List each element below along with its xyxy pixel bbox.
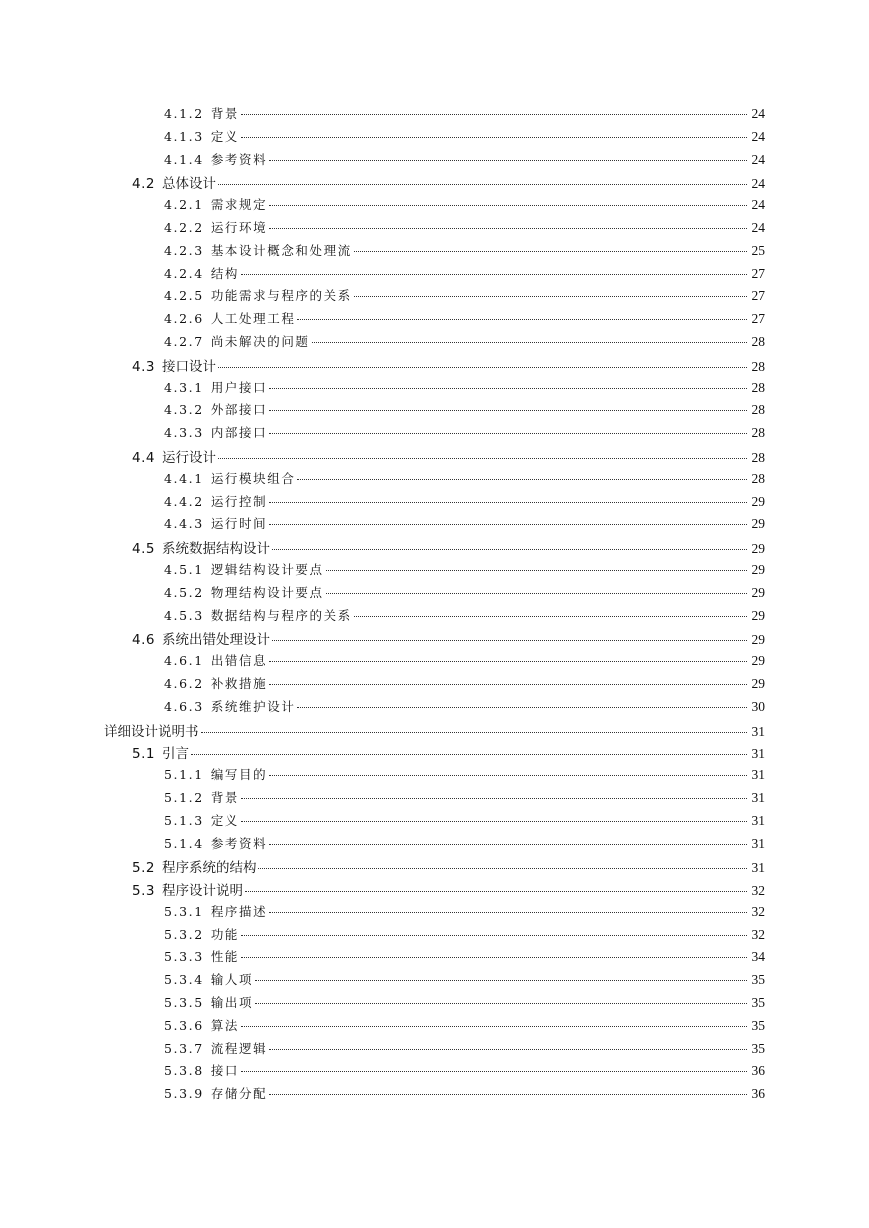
- toc-entry-number: 5.3.5: [164, 995, 204, 1011]
- toc-entry-number: 5.3.6: [164, 1017, 204, 1033]
- toc-entry-title: 定义: [210, 128, 240, 144]
- toc-entry-page-number: 28: [751, 470, 765, 486]
- toc-entry[interactable]: [104, 492, 765, 515]
- dot-leader: [272, 549, 747, 550]
- dot-leader: [241, 957, 747, 958]
- toc-entry-title: 存储分配: [210, 1086, 268, 1102]
- dot-leader: [326, 570, 747, 571]
- toc-entry-number: 4.2.2: [164, 219, 204, 235]
- toc-entry-title: 外部接口: [210, 402, 268, 418]
- toc-entry-page-number: 24: [751, 197, 765, 213]
- toc-entry[interactable]: [104, 902, 765, 925]
- toc-entry-number: 5.3.8: [164, 1063, 204, 1079]
- toc-entry[interactable]: [104, 514, 765, 537]
- toc-entry-page-number: 29: [751, 584, 765, 600]
- dot-leader: [269, 433, 747, 434]
- toc-entry-title: 详细设计说明书: [104, 723, 199, 740]
- toc-entry-title: 参考资料: [210, 835, 268, 851]
- toc-entry[interactable]: [104, 264, 765, 287]
- toc-entry-page-number: 34: [751, 949, 765, 965]
- toc-entry-title: 运行模块组合: [210, 470, 296, 486]
- toc-entry[interactable]: [104, 651, 765, 674]
- toc-entry-number: 4.3.3: [164, 425, 204, 441]
- dot-leader: [241, 274, 747, 275]
- dot-leader: [272, 640, 747, 641]
- toc-entry-page-number: 31: [751, 835, 765, 851]
- dot-leader: [297, 479, 747, 480]
- dot-leader: [297, 707, 747, 708]
- toc-entry[interactable]: [104, 674, 765, 697]
- toc-entry-number: 5.3.4: [164, 972, 204, 988]
- dot-leader: [269, 1094, 747, 1095]
- toc-entry-number: 5.3.3: [164, 949, 204, 965]
- toc-entry-page-number: 28: [751, 449, 765, 465]
- dot-leader: [269, 228, 747, 229]
- toc-entry[interactable]: [104, 423, 765, 446]
- toc-entry-page-number: 31: [751, 746, 765, 762]
- toc-entry-page-number: 24: [751, 219, 765, 235]
- toc-entry-title: 程序设计说明: [161, 883, 243, 900]
- toc-entry-number: 4.2.4: [164, 265, 204, 281]
- dot-leader: [245, 891, 747, 892]
- dot-leader: [269, 388, 747, 389]
- toc-entry-number: 5.1.2: [164, 789, 204, 805]
- toc-entry-title: 逻辑结构设计要点: [210, 561, 324, 577]
- toc-entry-title: 功能: [210, 926, 240, 942]
- toc-entry[interactable]: [104, 560, 765, 583]
- dot-leader: [269, 205, 747, 206]
- toc-entry-title: 物理结构设计要点: [210, 584, 324, 600]
- toc-entry-title: 系统出错处理设计: [161, 632, 270, 649]
- dot-leader: [255, 980, 747, 981]
- toc-entry[interactable]: [104, 309, 765, 332]
- toc-entry-title: 算法: [210, 1017, 240, 1033]
- toc-entry-title: 用户接口: [210, 379, 268, 395]
- toc-entry-number: 5.1.3: [164, 812, 204, 828]
- toc-entry-title: 运行环境: [210, 219, 268, 235]
- toc-entry-title: 输人项: [210, 972, 254, 988]
- dot-leader: [218, 184, 747, 185]
- toc-entry-title: 系统维护设计: [210, 698, 296, 714]
- toc-entry-number: 5.3.7: [164, 1040, 204, 1056]
- toc-entry[interactable]: [104, 218, 765, 241]
- toc-entry-title: 运行设计: [161, 449, 216, 466]
- dot-leader: [241, 1071, 747, 1072]
- toc-entry-number: 4.3.1: [164, 379, 204, 395]
- dot-leader: [269, 1049, 747, 1050]
- toc-entry-title: 出错信息: [210, 653, 268, 669]
- toc-entry-number: 4.5.1: [164, 561, 204, 577]
- dot-leader: [241, 1026, 747, 1027]
- toc-entry[interactable]: [104, 537, 765, 560]
- toc-entry[interactable]: [104, 104, 765, 127]
- dot-leader: [201, 732, 748, 733]
- dot-leader: [354, 616, 747, 617]
- toc-entry-title: 人工处理工程: [210, 311, 296, 327]
- dot-leader: [354, 251, 747, 252]
- toc-entry[interactable]: [104, 355, 765, 378]
- toc-entry-page-number: 28: [751, 425, 765, 441]
- toc-entry-page-number: 31: [751, 723, 765, 739]
- toc-entry[interactable]: [104, 788, 765, 811]
- toc-entry-number: 5.3: [132, 883, 155, 900]
- dot-leader: [297, 319, 747, 320]
- toc-entry-title: 程序描述: [210, 903, 268, 919]
- dot-leader: [354, 296, 747, 297]
- toc-entry-number: 4.4: [132, 449, 155, 466]
- toc-entry-title: 定义: [210, 812, 240, 828]
- toc-entry-title: 运行控制: [210, 493, 268, 509]
- toc-entry-title: 结构: [210, 265, 240, 281]
- toc-entry[interactable]: [104, 400, 765, 423]
- toc-entry[interactable]: [104, 765, 765, 788]
- toc-entry[interactable]: [104, 1084, 765, 1107]
- toc-entry-title: 数据结构与程序的关系: [210, 607, 352, 623]
- toc-entry-title: 需求规定: [210, 197, 268, 213]
- toc-entry-title: 系统数据结构设计: [161, 541, 270, 558]
- toc-entry[interactable]: [104, 1061, 765, 1084]
- toc-entry-number: 4.2.5: [164, 288, 204, 304]
- toc-entry-page-number: 31: [751, 767, 765, 783]
- toc-entry-page-number: 35: [751, 1017, 765, 1033]
- toc-entry-page-number: 24: [751, 128, 765, 144]
- toc-entry[interactable]: [104, 947, 765, 970]
- toc-entry-title: 内部接口: [210, 425, 268, 441]
- dot-leader: [218, 458, 747, 459]
- toc-entry-number: 4.2.1: [164, 197, 204, 213]
- toc-entry-number: 4.6.2: [164, 675, 204, 691]
- toc-entry-page-number: 29: [751, 675, 765, 691]
- toc-entry-page-number: 35: [751, 972, 765, 988]
- toc-entry-title: 流程逻辑: [210, 1040, 268, 1056]
- toc-entry-page-number: 32: [751, 926, 765, 942]
- toc-entry-page-number: 29: [751, 561, 765, 577]
- toc-entry-number: 4.1.4: [164, 151, 204, 167]
- toc-entry-title: 引言: [161, 746, 189, 763]
- toc-entry-title: 背景: [210, 106, 240, 121]
- toc-entry-page-number: 29: [751, 653, 765, 669]
- toc-entry-page-number: 29: [751, 632, 765, 648]
- toc-entry-page-number: 29: [751, 607, 765, 623]
- toc-entry-number: 4.1.2: [164, 106, 204, 121]
- toc-entry[interactable]: [104, 628, 765, 651]
- toc-entry[interactable]: [104, 378, 765, 401]
- toc-entry-number: 4.5.3: [164, 607, 204, 623]
- toc-entry-title: 性能: [210, 949, 240, 965]
- toc-entry-number: 4.3.2: [164, 402, 204, 418]
- dot-leader: [269, 661, 747, 662]
- toc-entry-page-number: 25: [751, 242, 765, 258]
- toc-entry-page-number: 36: [751, 1063, 765, 1079]
- toc-entry-page-number: 24: [751, 106, 765, 121]
- toc-entry-number: 5.1.4: [164, 835, 204, 851]
- toc-entry-number: 4.4.2: [164, 493, 204, 509]
- toc-entry-page-number: 35: [751, 995, 765, 1011]
- toc-entry-number: 4.4.1: [164, 470, 204, 486]
- dot-leader: [241, 821, 747, 822]
- toc-entry-page-number: 28: [751, 402, 765, 418]
- toc-entry[interactable]: [104, 879, 765, 902]
- dot-leader: [326, 593, 747, 594]
- toc-entry-page-number: 30: [751, 698, 765, 714]
- toc-entry-number: 4.6.3: [164, 698, 204, 714]
- toc-entry-title: 运行时间: [210, 516, 268, 532]
- toc-entry-page-number: 31: [751, 860, 765, 876]
- toc-entry[interactable]: [104, 150, 765, 173]
- toc-entry-number: 5.3.1: [164, 903, 204, 919]
- toc-entry-number: 4.1.3: [164, 128, 204, 144]
- toc-entry-number: 4.2.3: [164, 242, 204, 258]
- toc-entry[interactable]: [104, 856, 765, 879]
- toc-entry-page-number: 24: [751, 176, 765, 192]
- toc-entry-page-number: 27: [751, 265, 765, 281]
- toc-entry-title: 输出项: [210, 995, 254, 1011]
- dot-leader: [241, 798, 747, 799]
- toc-entry-page-number: 31: [751, 812, 765, 828]
- toc-entry-page-number: 24: [751, 151, 765, 167]
- dot-leader: [269, 502, 747, 503]
- dot-leader: [269, 524, 747, 525]
- dot-leader: [269, 160, 747, 161]
- toc-entry-number: 4.2.7: [164, 333, 204, 349]
- toc-entry-page-number: 29: [751, 541, 765, 557]
- toc-entry[interactable]: [104, 970, 765, 993]
- toc-entry-page-number: 36: [751, 1086, 765, 1102]
- toc-entry-title: 功能需求与程序的关系: [210, 288, 352, 304]
- toc-entry-page-number: 32: [751, 883, 765, 899]
- toc-entry[interactable]: [104, 993, 765, 1016]
- toc-entry[interactable]: [104, 834, 765, 857]
- dot-leader: [269, 844, 747, 845]
- toc-entry-number: 4.2.6: [164, 311, 204, 327]
- toc-entry-page-number: 29: [751, 516, 765, 532]
- toc-entry-number: 4.4.3: [164, 516, 204, 532]
- toc-entry[interactable]: [104, 172, 765, 195]
- toc-entry-number: 5.3.2: [164, 926, 204, 942]
- toc-entry-title: 总体设计: [161, 176, 216, 193]
- toc-entry-number: 4.5: [132, 541, 155, 558]
- toc-entry-page-number: 28: [751, 333, 765, 349]
- toc-entry-number: 4.6.1: [164, 653, 204, 669]
- toc-entry-title: 尚未解决的问题: [210, 333, 310, 349]
- dot-leader: [241, 935, 747, 936]
- toc-entry-title: 编写目的: [210, 767, 268, 783]
- toc-entry-number: 5.1: [132, 746, 155, 763]
- toc-entry-number: 5.2: [132, 860, 155, 877]
- dot-leader: [191, 754, 747, 755]
- toc-entry-page-number: 27: [751, 311, 765, 327]
- toc-entry-title: 接口设计: [161, 358, 216, 375]
- dot-leader: [269, 410, 747, 411]
- toc-entry[interactable]: [104, 446, 765, 469]
- dot-leader: [241, 137, 747, 138]
- toc-entry[interactable]: [104, 742, 765, 765]
- dot-leader: [269, 912, 747, 913]
- toc-entry-page-number: 28: [751, 379, 765, 395]
- toc-entry-page-number: 31: [751, 789, 765, 805]
- toc-entry-page-number: 27: [751, 288, 765, 304]
- toc-entry[interactable]: [104, 811, 765, 834]
- toc-entry-title: 程序系统的结构: [161, 860, 257, 877]
- toc-entry-title: 基本设计概念和处理流: [210, 242, 352, 258]
- toc-entry-title: 背景: [210, 789, 240, 805]
- toc-entry[interactable]: [104, 720, 765, 743]
- toc-entry-page-number: 35: [751, 1040, 765, 1056]
- toc-entry[interactable]: [104, 195, 765, 218]
- toc-entry[interactable]: [104, 925, 765, 948]
- table-of-contents: [104, 104, 765, 1107]
- toc-entry-number: 5.1.1: [164, 767, 204, 783]
- toc-entry-number: 4.2: [132, 176, 155, 193]
- toc-entry[interactable]: [104, 1039, 765, 1062]
- toc-entry[interactable]: [104, 332, 765, 355]
- toc-entry[interactable]: [104, 286, 765, 309]
- dot-leader: [218, 367, 747, 368]
- toc-entry-number: 5.3.9: [164, 1086, 204, 1102]
- toc-entry[interactable]: [104, 606, 765, 629]
- toc-entry[interactable]: [104, 583, 765, 606]
- toc-entry[interactable]: [104, 127, 765, 150]
- dot-leader: [241, 114, 747, 115]
- toc-entry[interactable]: [104, 469, 765, 492]
- toc-entry-number: 4.5.2: [164, 584, 204, 600]
- toc-entry[interactable]: [104, 697, 765, 720]
- toc-entry-number: 4.3: [132, 358, 155, 375]
- toc-entry-title: 参考资料: [210, 151, 268, 167]
- dot-leader: [312, 342, 747, 343]
- dot-leader: [269, 775, 747, 776]
- dot-leader: [269, 684, 747, 685]
- dot-leader: [258, 868, 747, 869]
- toc-entry-page-number: 28: [751, 358, 765, 374]
- dot-leader: [255, 1003, 747, 1004]
- toc-entry-number: 4.6: [132, 632, 155, 649]
- toc-entry-title: 补救措施: [210, 675, 268, 691]
- toc-entry-page-number: 29: [751, 493, 765, 509]
- toc-entry[interactable]: [104, 1016, 765, 1039]
- toc-entry-title: 接口: [210, 1063, 240, 1079]
- toc-entry[interactable]: [104, 241, 765, 264]
- toc-entry-page-number: 32: [751, 903, 765, 919]
